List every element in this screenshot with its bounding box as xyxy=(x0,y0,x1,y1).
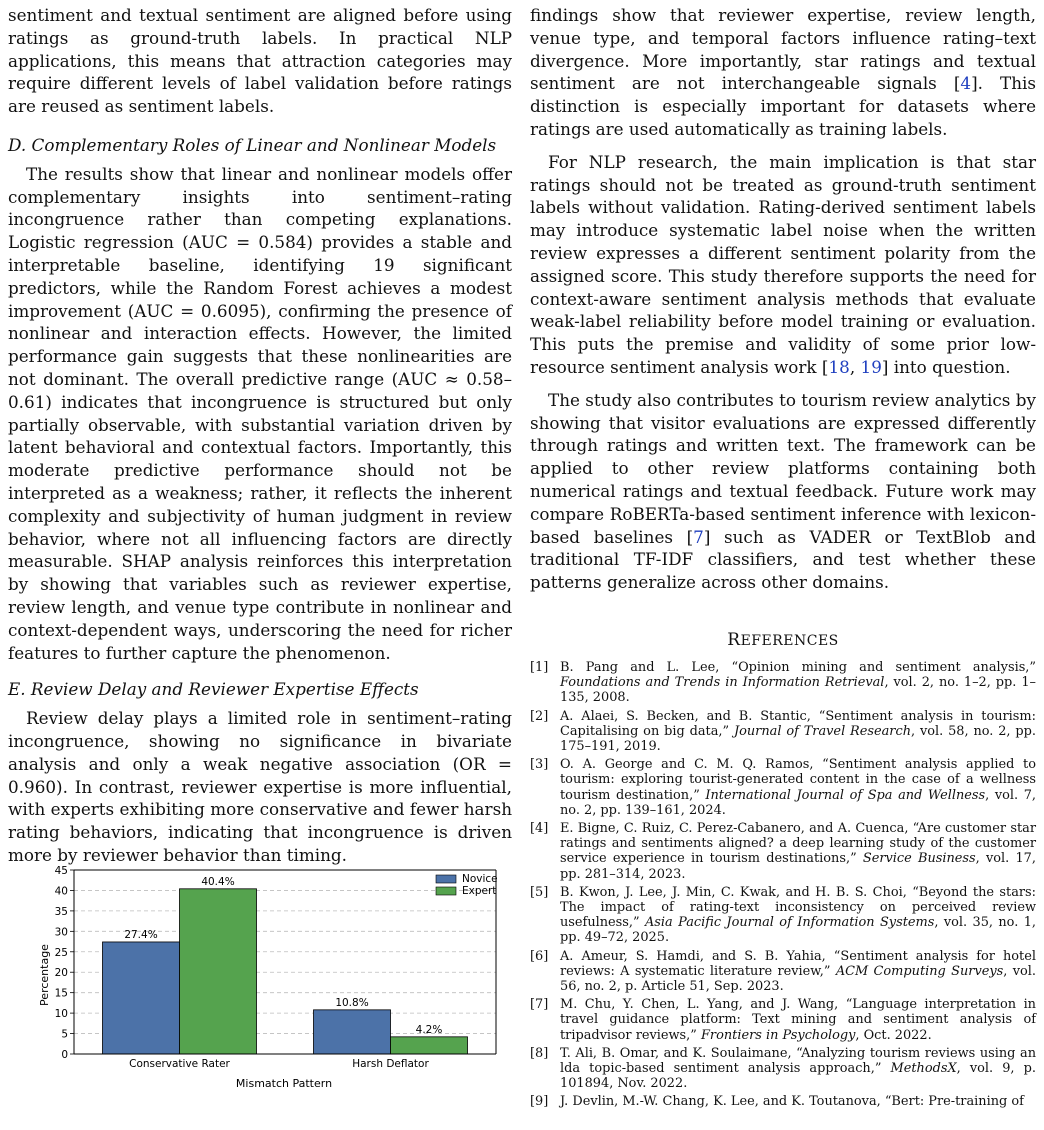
chart-bar xyxy=(103,942,180,1054)
chart-y-tick-label: 45 xyxy=(54,865,68,877)
chart-bar xyxy=(391,1037,468,1054)
p2-text-a: For NLP research, the main implication is that star ratings should not be treated as ground-truth sentiment labels without validation. Rating-derived sentiment labels may introduce systematic label noise when the written review expresses a different sentiment polarity from the assigned score. This study therefore supports the need for context-aware sentiment analysis methods that evaluate weak-label reliability before model training or evaluation. This puts the premise and validity of some prior low-resource sentiment analysis work [ xyxy=(530,151,1036,377)
conclusion-paragraph-1 xyxy=(530,4,1036,141)
reference-number: [5] xyxy=(530,884,549,900)
reference-list xyxy=(530,660,1036,1110)
section-e-heading: E. Review Delay and Reviewer Expertise Effects xyxy=(8,679,419,700)
chart-bar-label: 4.2% xyxy=(415,1023,443,1036)
intro-paragraph: sentiment and textual sentiment are aligned before using ratings as ground-truth labels. In practical NLP applications, this means that attraction categories may require different levels of label validation before ratings are reused as sentiment labels. xyxy=(8,5,512,117)
reference-item: [7] M. Chu, Y. Chen, L. Yang, and J. Wang, “Language interpretation in travel guidance platform: Text mining and sentiment analysis of tripadvisor reviews,” Frontiers in Psychology, Oct. 2022. xyxy=(530,997,1036,1043)
chart-bar-label: 27.4% xyxy=(124,928,158,941)
conclusion-paragraph-2 xyxy=(530,151,1036,379)
chart-x-tick-label: Conservative Rater xyxy=(129,1058,230,1070)
chart-y-axis-label: Percentage xyxy=(38,944,51,1006)
reference-number: [9] xyxy=(530,1094,549,1110)
chart-y-tick-label: 30 xyxy=(54,926,68,939)
reference-item: [1] B. Pang and L. Lee, “Opinion mining and sentiment analysis,” Foundations and Trends in Information Retrieval, vol. 2, no. 1–2, pp. 1–135, 2008. xyxy=(530,659,1036,706)
p3-text-b: ] such as VADER or TextBlob and traditional TF-IDF classifiers, and test whether these patterns generalize across other domains. xyxy=(530,526,1036,593)
section-e-paragraph: Review delay plays a limited role in sentiment–rating incongruence, showing no significance in bivariate analysis and only a weak negative association (OR = 0.960). In contrast, reviewer expertise is more influential, with experts exhibiting more conservative and fewer harsh rating behaviors, indicating that incongruence is driven more by reviewer behavior than timing. xyxy=(8,708,512,865)
citation-link[interactable]: 4 xyxy=(960,73,972,94)
chart-x-tick-label: Harsh Deflator xyxy=(352,1058,429,1070)
reference-item: [5] B. Kwon, J. Lee, J. Min, C. Kwak, and H. B. S. Choi, “Beyond the stars: The impact of rating-text inconsistency on perceived review usefulness,” Asia Pacific Journal of Information Systems, vol. 35, no. 1, pp. 49–72, 2025. xyxy=(530,884,1036,946)
reference-item: [2] A. Alaei, S. Becken, and B. Stantic, “Sentiment analysis in tourism: Capitalising on big data,” Journal of Travel Research, vol. 58, no. 2, pp. 175–191, 2019. xyxy=(530,708,1036,754)
reference-item: [9] J. Devlin, M.-W. Chang, K. Lee, and K. Toutanova, “Bert: Pre-training of xyxy=(530,1094,1024,1110)
chart-legend-swatch xyxy=(436,887,456,895)
chart-legend-label: Expert xyxy=(462,885,497,897)
p2-text-b: ] into question. xyxy=(881,356,1011,377)
reference-number: [4] xyxy=(530,820,549,836)
chart-bar-label: 40.4% xyxy=(201,875,235,888)
reference-item: [4] E. Bigne, C. Ruiz, C. Perez-Cabanero, and A. Cuenca, “Are customer star ratings and sentiments aligned? a deep learning study of the customer service experience in tourism destinations,” Service Business, vol. 17, pp. 281–314, 2023. xyxy=(530,820,1036,882)
chart-y-tick-label: 20 xyxy=(54,967,68,980)
reference-number: [1] xyxy=(530,659,549,675)
chart-legend-label: Novice xyxy=(462,873,498,885)
section-d-paragraph: The results show that linear and nonlinear models offer complementary insights into sentiment–rating incongruence rather than competing explanations. Logistic regression (AUC = 0.584) provides a stable and interpretable baseline, identifying 19 significant predictors, while the Random Forest achieves a modest improvement (AUC = 0.6095), confirming the presence of nonlinear and interaction effects. However, the limited performance gain suggests that these nonlinearities are not dominant. The overall predictive range (AUC ≈ 0.58–0.61) indicates that incongruence is structured but only partially observable, with substantial variation driven by latent behavioral and contextual factors. Importantly, this moderate predictive performance should not be interpreted as a weakness; rather, it reflects the inherent complexity and subjectivity of human judgment in review behavior, where not all influencing factors are directly measurable. SHAP analysis reinforces this interpretation by showing that variables such as reviewer expertise, review length, and venue type contribute in nonlinear and context-dependent ways, underscoring the need for richer features to further capture the phenomenon. xyxy=(8,163,512,663)
chart-y-tick-label: 15 xyxy=(54,987,68,1000)
p2-sep: , xyxy=(849,356,861,377)
mismatch-pattern-bar-chart xyxy=(36,860,506,1090)
right-column xyxy=(530,0,1036,1110)
chart-bar xyxy=(180,889,257,1054)
reference-number: [6] xyxy=(530,948,549,964)
chart-y-tick-label: 25 xyxy=(54,946,68,959)
reference-item: [3] O. A. George and C. M. Q. Ramos, “Sentiment analysis applied to tourism: exploring tourist-generated content in the case of a wellness tourism destination,” International Journal of Spa and Wellness, vol. 7, no. 2, pp. 139–161, 2024. xyxy=(530,757,1036,818)
reference-number: [7] xyxy=(530,997,549,1013)
p1-text-a: findings show that reviewer expertise, review length, venue type, and temporal factors influence rating–text divergence. More importantly, star ratings and textual sentiment are not interchangeable signals [ xyxy=(530,5,1036,94)
chart-legend-swatch xyxy=(436,875,456,883)
references-heading: REFERENCES xyxy=(727,629,839,650)
chart-y-tick-label: 10 xyxy=(54,1008,68,1021)
chart-y-tick-label: 35 xyxy=(54,905,68,918)
p3-text-a: The study also contributes to tourism review analytics by showing that visitor evaluations are expressed differently through ratings and written text. The framework can be applied to other review platforms containing both numerical ratings and textual feedback. Future work may compare RoBERTa-based sentiment inference with lexicon-based baselines [ xyxy=(530,389,1036,547)
citation-link[interactable]: 19 xyxy=(860,356,882,377)
reference-item: [6] A. Ameur, S. Hamdi, and S. B. Yahia, “Sentiment analysis for hotel reviews: A systematic literature review,” ACM Computing Surveys, vol. 56, no. 2, p. Article 51, Sep. 2023. xyxy=(530,948,1036,994)
chart-y-tick-label: 5 xyxy=(61,1028,68,1041)
left-column xyxy=(8,0,512,867)
reference-number: [8] xyxy=(530,1045,549,1061)
conclusion-paragraph-3 xyxy=(530,389,1036,594)
section-d-heading: D. Complementary Roles of Linear and Nonlinear Models xyxy=(8,134,497,155)
chart-y-tick-label: 0 xyxy=(61,1049,68,1061)
chart-x-axis-label: Mismatch Pattern xyxy=(235,1077,333,1090)
reference-number: [3] xyxy=(530,757,549,773)
chart-bar xyxy=(314,1010,391,1054)
citation-link[interactable]: 7 xyxy=(693,526,704,547)
chart-y-tick-label: 40 xyxy=(54,885,68,898)
citation-link[interactable]: 18 xyxy=(828,356,850,377)
p1-text-b: ]. This distinction is especially important for datasets where ratings are used automatically as training labels. xyxy=(530,73,1036,139)
chart-bar-label: 10.8% xyxy=(335,996,369,1009)
reference-number: [2] xyxy=(530,708,549,724)
reference-item: [8] T. Ali, B. Omar, and K. Soulaimane, “Analyzing tourism reviews using an lda topic-based sentiment analysis approach,” MethodsX, vol. 9, p. 101894, Nov. 2022. xyxy=(530,1045,1036,1092)
